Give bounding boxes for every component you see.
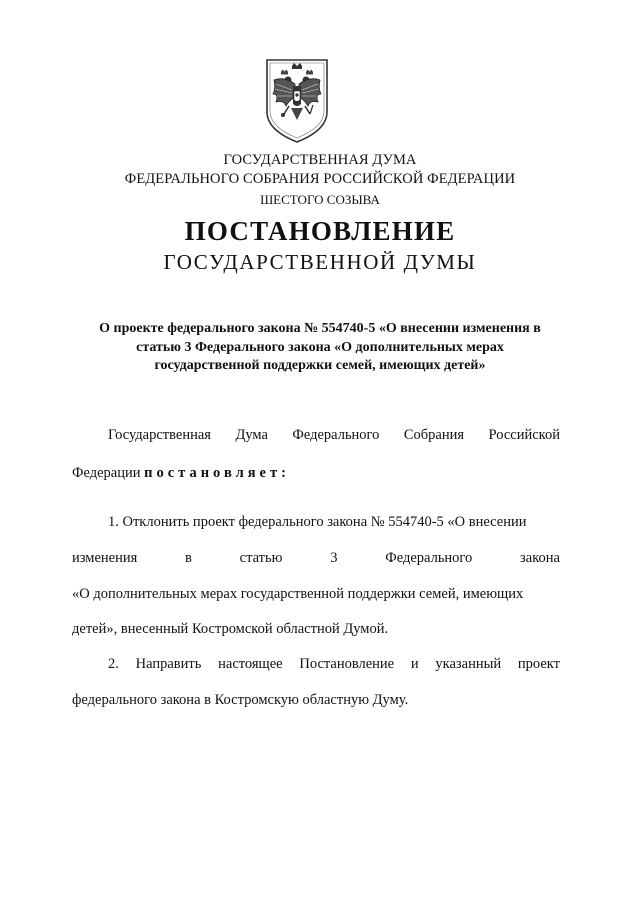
subject-line-3: государственной поддержки семей, имеющих детей» — [154, 358, 486, 373]
subject-line-1: О проекте федерального закона № 554740-5 «О внесении изменения в — [99, 321, 541, 336]
preamble-word: Дума — [235, 427, 268, 443]
preamble-line-1 — [108, 427, 560, 444]
item2-line-1 — [108, 656, 560, 673]
item2-line-2: федерального закона в Костромскую областную Думу. — [72, 692, 409, 708]
header-chamber: ГОСУДАРСТВЕННАЯ ДУМА — [223, 152, 417, 168]
item2-word: и — [410, 656, 419, 672]
item2-word: Постановление — [299, 656, 395, 672]
item2-word: 2. — [108, 656, 119, 672]
item1-word: изменения — [72, 550, 138, 566]
preamble-word: Федерального — [292, 427, 380, 443]
preamble-prefix: Федерации — [72, 465, 141, 481]
item1-word: закона — [520, 550, 560, 566]
item1-line-2 — [72, 550, 560, 567]
item1-word: Федерального — [385, 550, 473, 566]
preamble-word: Собрания — [403, 427, 465, 443]
preamble-word: Государственная — [108, 427, 211, 443]
document-type: ПОСТАНОВЛЕНИЕ — [184, 216, 456, 246]
item1-line-4: детей», внесенный Костромской областной Думой. — [72, 621, 389, 637]
preamble-line-2 — [72, 465, 560, 482]
preamble-word: Российской — [488, 427, 560, 443]
subject-line-2: статью 3 Федерального закона «О дополнительных мерах — [136, 340, 504, 355]
item1-word: в — [185, 550, 192, 566]
state-emblem-icon — [264, 58, 330, 144]
item2-word: Направить — [135, 656, 202, 672]
item1-line-3: «О дополнительных мерах государственной поддержки семей, имеющих — [72, 586, 524, 602]
document-issuer: ГОСУДАРСТВЕННОЙ ДУМЫ — [163, 250, 477, 274]
item2-word: указанный — [435, 656, 502, 672]
header-assembly: ФЕДЕРАЛЬНОГО СОБРАНИЯ РОССИЙСКОЙ ФЕДЕРАЦИИ — [124, 171, 516, 187]
item1-word: статью — [239, 550, 283, 566]
item2-word: проект — [517, 656, 560, 672]
header-convocation: ШЕСТОГО СОЗЫВА — [260, 192, 380, 207]
item1-word: 3 — [330, 550, 338, 566]
item2-word: настоящее — [218, 656, 283, 672]
item1-line-1: 1. Отклонить проект федерального закона № 554740-5 «О внесении — [108, 514, 527, 530]
preamble-decree-word: постановляет: — [144, 465, 290, 481]
